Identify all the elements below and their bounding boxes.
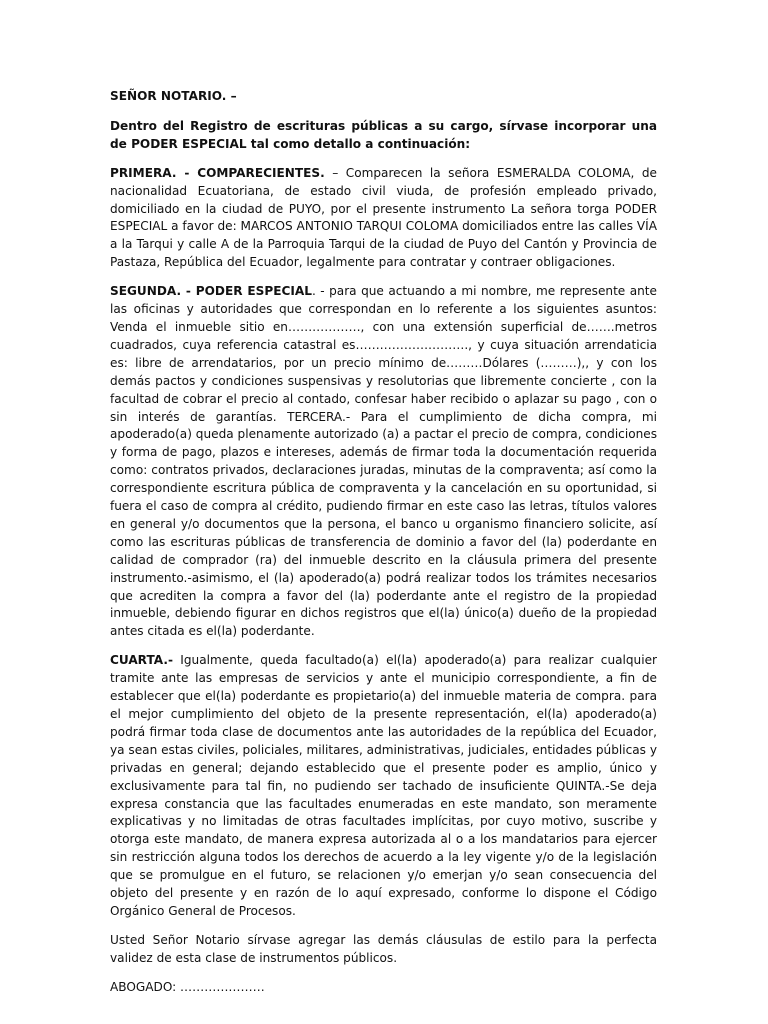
clause-primera <box>110 165 657 272</box>
abogado-signature-line: ABOGADO: ………………… <box>110 979 265 994</box>
clause-cuarta-text: Igualmente, queda facultado(a) el(la) apoderado(a) para realizar cualquier tramite ante las empresas de servicios y ante el municipio correspondiente, a fin de establecer que el(la) poderdante es propietario(a) del inmueble materia de compra. para el mejor cumplimiento del objeto de la presente representación, el(la) apoderado(a) podrá firmar toda clase de documentos ante las autoridades de la república del Ecuador, ya sean estas civiles, policiales, militares, administrativas, judiciales, entidades públicas y privadas en general; dejando establecido que el presente poder es amplio, único y exclusivamente para tal fin, no pudiendo ser tachado de insuficiente QUINTA.-Se deja expresa constancia que las facultades enumeradas en este mandato, son meramente explicativas y no limitadas de otras facultades implícitas, por cuyo motivo, suscribe y otorga este mandato, de manera expresa autorizada al o a los mandatarios para ejercer sin restricción alguna todos los derechos de acuerdo a la ley vigente y/o de la legislación que se promulgue en el futuro, se relacionen y/o emerjan y/o sean consecuencia del objeto del presente y en razón de lo aquí expresado, conforme lo dispone el Código Orgánico General de Procesos. <box>110 653 657 918</box>
clause-cuarta <box>110 652 657 921</box>
intro-paragraph: Dentro del Registro de escrituras públicas a su cargo, sírvase incorporar una de PODER ESPECIAL tal como detallo a continuación: <box>110 118 657 151</box>
clause-primera-text: – Comparecen la señora ESMERALDA COLOMA, de nacionalidad Ecuatoriana, de estado civil viuda, de profesión empleado privado, domiciliado en la ciudad de PUYO, por el presente instrumento La señora torga PODER ESPECIAL a favor de: MARCOS ANTONIO TARQUI COLOMA domiciliados entre las calles VÍA a la Tarqui y calle A de la Parroquia Tarqui de la ciudad de Puyo del Cantón y Provincia de Pastaza, República del Ecuador, legalmente para contratar y contraer obligaciones. <box>110 165 657 270</box>
clause-cuarta-label: CUARTA.- <box>110 653 173 668</box>
clause-segunda <box>110 283 657 641</box>
closing-paragraph: Usted Señor Notario sírvase agregar las demás cláusulas de estilo para la perfecta validez de esta clase de instrumentos públicos. <box>110 932 657 965</box>
document-page <box>110 88 657 1008</box>
document-heading: SEÑOR NOTARIO. – <box>110 89 237 103</box>
clause-primera-label: PRIMERA. - COMPARECIENTES. <box>110 165 325 180</box>
clause-segunda-label: SEGUNDA. - PODER ESPECIAL <box>110 284 312 299</box>
clause-segunda-text: . - para que actuando a mi nombre, me represente ante las oficinas y autoridades que correspondan en lo referente a los siguientes asuntos: Venda el inmueble sitio en………………, con una extensión superficial de…….metros cuadrados, cuya referencia catastral es………………………., y cuya situación arrendaticia es: libre de arrendatarios, por un precio mínimo de………Dólares (………),, y con los demás pactos y condiciones suspensivas y resolutorias que libremente concierte , con la facultad de cobrar el precio al contado, confesar haber recibido o aplazar su pago , con o sin interés de garantías. TERCERA.- Para el cumplimiento de dicha compra, mi apoderado(a) queda plenamente autorizado (a) a pactar el precio de compra, condiciones y forma de pago, plazos e intereses, además de firmar toda la documentación requerida como: contratos privados, declaraciones juradas, minutas de la compraventa; así como la correspondiente escritura pública de compraventa y la cancelación en su oportunidad, si fuera el caso de compra al crédito, pudiendo firmar en este caso las letras, títulos valores en general y/o documentos que la persona, el banco u organismo financiero solicite, así como las escrituras públicas de transferencia de dominio a favor del (la) poderdante en calidad de comprador (ra) del inmueble descrito en la cláusula primera del presente instrumento.-asimismo, el (la) apoderado(a) podrá realizar todos los trámites necesarios que acrediten la compra a favor del (la) poderdante ante el registro de la propiedad inmueble, debiendo figurar en dichos registros que el(la) único(a) dueño de la propiedad antes citada es el(la) poderdante. <box>110 284 657 639</box>
